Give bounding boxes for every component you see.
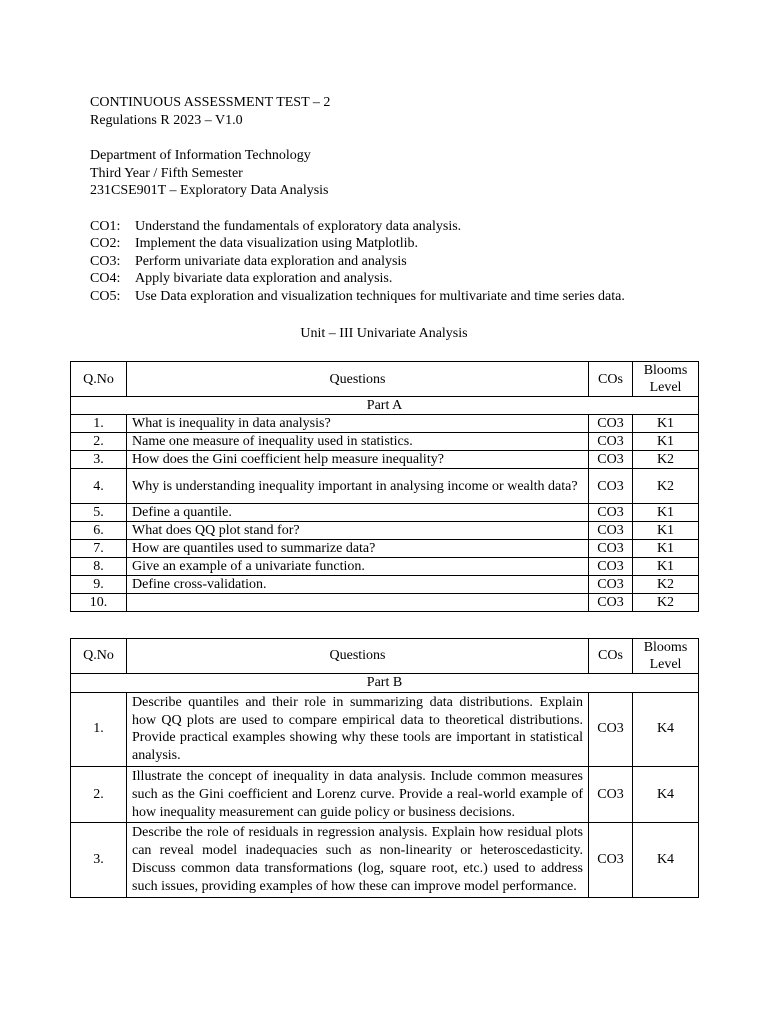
co-code: CO1: — [90, 218, 121, 234]
table-row — [71, 522, 699, 540]
question-text: Why is understanding inequality important in analysing income or wealth data? — [127, 469, 589, 504]
question-number: 3. — [71, 451, 127, 469]
question-blooms: K2 — [633, 594, 699, 612]
test-title: CONTINUOUS ASSESSMENT TEST – 2 — [90, 95, 331, 110]
question-blooms: K4 — [633, 692, 699, 766]
table-row — [71, 594, 699, 612]
question-co: CO3 — [589, 433, 633, 451]
question-number: 2. — [71, 766, 127, 822]
course-outcome — [90, 270, 710, 288]
part-b-table — [70, 638, 699, 898]
question-number: 6. — [71, 522, 127, 540]
question-text: What does QQ plot stand for? — [127, 522, 589, 540]
question-blooms: K2 — [633, 469, 699, 504]
co-text: Understand the fundamentals of exploratory data analysis. — [135, 218, 462, 234]
question-co: CO3 — [589, 594, 633, 612]
co-code: CO3: — [90, 253, 121, 269]
header-blooms-line1: Blooms — [643, 640, 688, 655]
question-blooms: K2 — [633, 576, 699, 594]
table-row — [71, 451, 699, 469]
question-text: How are quantiles used to summarize data? — [127, 540, 589, 558]
question-co: CO3 — [589, 558, 633, 576]
header-questions: Questions — [127, 362, 589, 397]
course-outcome — [90, 288, 710, 306]
header-cos: COs — [589, 362, 633, 397]
part-label-row — [71, 397, 699, 415]
question-number: 1. — [71, 692, 127, 766]
question-co: CO3 — [589, 576, 633, 594]
question-blooms: K1 — [633, 558, 699, 576]
question-co: CO3 — [589, 451, 633, 469]
question-number: 2. — [71, 433, 127, 451]
table-row — [71, 558, 699, 576]
header-qno: Q.No — [71, 639, 127, 674]
question-text: Define a quantile. — [127, 504, 589, 522]
part-label-row — [71, 674, 699, 693]
co-code: CO2: — [90, 236, 121, 251]
question-co: CO3 — [589, 522, 633, 540]
course-title: 231CSE901T – Exploratory Data Analysis — [90, 183, 329, 198]
co-text: Implement the data visualization using Matplotlib. — [135, 236, 419, 251]
table-row — [71, 415, 699, 433]
co-code: CO5: — [90, 288, 121, 304]
header-cos: COs — [589, 639, 633, 674]
header-blooms — [633, 639, 699, 674]
question-text: How does the Gini coefficient help measure inequality? — [127, 451, 589, 469]
part-b-label: Part B — [71, 674, 699, 693]
unit-title: Unit – III Univariate Analysis — [300, 326, 468, 341]
question-blooms: K1 — [633, 522, 699, 540]
question-blooms: K4 — [633, 766, 699, 822]
co-text: Perform univariate data exploration and analysis — [135, 253, 407, 269]
question-number: 10. — [71, 594, 127, 612]
table-row — [71, 504, 699, 522]
regulations: Regulations R 2023 – V1.0 — [90, 112, 243, 128]
header-blooms — [633, 362, 699, 397]
table-row — [71, 823, 699, 897]
question-co: CO3 — [589, 766, 633, 822]
question-blooms: K1 — [633, 504, 699, 522]
question-text: Define cross-validation. — [127, 576, 589, 594]
table-row — [71, 540, 699, 558]
co-text: Use Data exploration and visualization techniques for multivariate and time series data. — [135, 288, 625, 304]
header-questions: Questions — [127, 639, 589, 674]
table-header-row — [71, 639, 699, 674]
document-header — [90, 94, 710, 305]
header-blooms-line2: Level — [649, 380, 682, 395]
question-text: Describe the role of residuals in regression analysis. Explain how residual plots can reveal model inadequacies such as non-linearity or heteroscedasticity. Discuss common data transformations (log, square root, etc.) used to address such issues, providing examples of how these can improve model performance. — [127, 823, 589, 897]
question-text — [127, 594, 589, 612]
part-a-table — [70, 361, 699, 612]
question-blooms: K1 — [633, 433, 699, 451]
question-blooms: K4 — [633, 823, 699, 897]
table-row — [71, 692, 699, 766]
table-row — [71, 433, 699, 451]
question-blooms: K1 — [633, 415, 699, 433]
table-row — [71, 469, 699, 504]
part-a-label: Part A — [71, 397, 699, 415]
table-row — [71, 576, 699, 594]
question-text: What is inequality in data analysis? — [127, 415, 589, 433]
header-qno: Q.No — [71, 362, 127, 397]
question-co: CO3 — [589, 823, 633, 897]
question-text: Describe quantiles and their role in summarizing data distributions. Explain how QQ plots are used to compare empirical data to theoretical distributions. Provide practical examples showing why these tools are important in statistical analysis. — [127, 692, 589, 766]
question-co: CO3 — [589, 540, 633, 558]
question-number: 8. — [71, 558, 127, 576]
question-number: 7. — [71, 540, 127, 558]
table-header-row — [71, 362, 699, 397]
course-outcome — [90, 218, 710, 236]
question-co: CO3 — [589, 415, 633, 433]
question-text: Give an example of a univariate function. — [127, 558, 589, 576]
question-text: Illustrate the concept of inequality in data analysis. Include common measures such as the Gini coefficient and Lorenz curve. Provide a real-world example of how inequality measurement can guide policy or business decisions. — [127, 766, 589, 822]
question-text: Name one measure of inequality used in statistics. — [127, 433, 589, 451]
question-co: CO3 — [589, 692, 633, 766]
course-outcome — [90, 253, 710, 271]
table-row — [71, 766, 699, 822]
question-blooms: K2 — [633, 451, 699, 469]
year-semester: Third Year / Fifth Semester — [90, 165, 243, 181]
question-co: CO3 — [589, 504, 633, 522]
question-number: 3. — [71, 823, 127, 897]
question-blooms: K1 — [633, 540, 699, 558]
co-text: Apply bivariate data exploration and analysis. — [135, 271, 393, 286]
course-outcome — [90, 235, 710, 253]
question-number: 4. — [71, 469, 127, 504]
header-blooms-line1: Blooms — [643, 363, 688, 378]
co-code: CO4: — [90, 271, 121, 286]
question-number: 9. — [71, 576, 127, 594]
question-number: 1. — [71, 415, 127, 433]
question-co: CO3 — [589, 469, 633, 504]
header-blooms-line2: Level — [649, 657, 682, 672]
question-number: 5. — [71, 504, 127, 522]
department: Department of Information Technology — [90, 148, 311, 163]
